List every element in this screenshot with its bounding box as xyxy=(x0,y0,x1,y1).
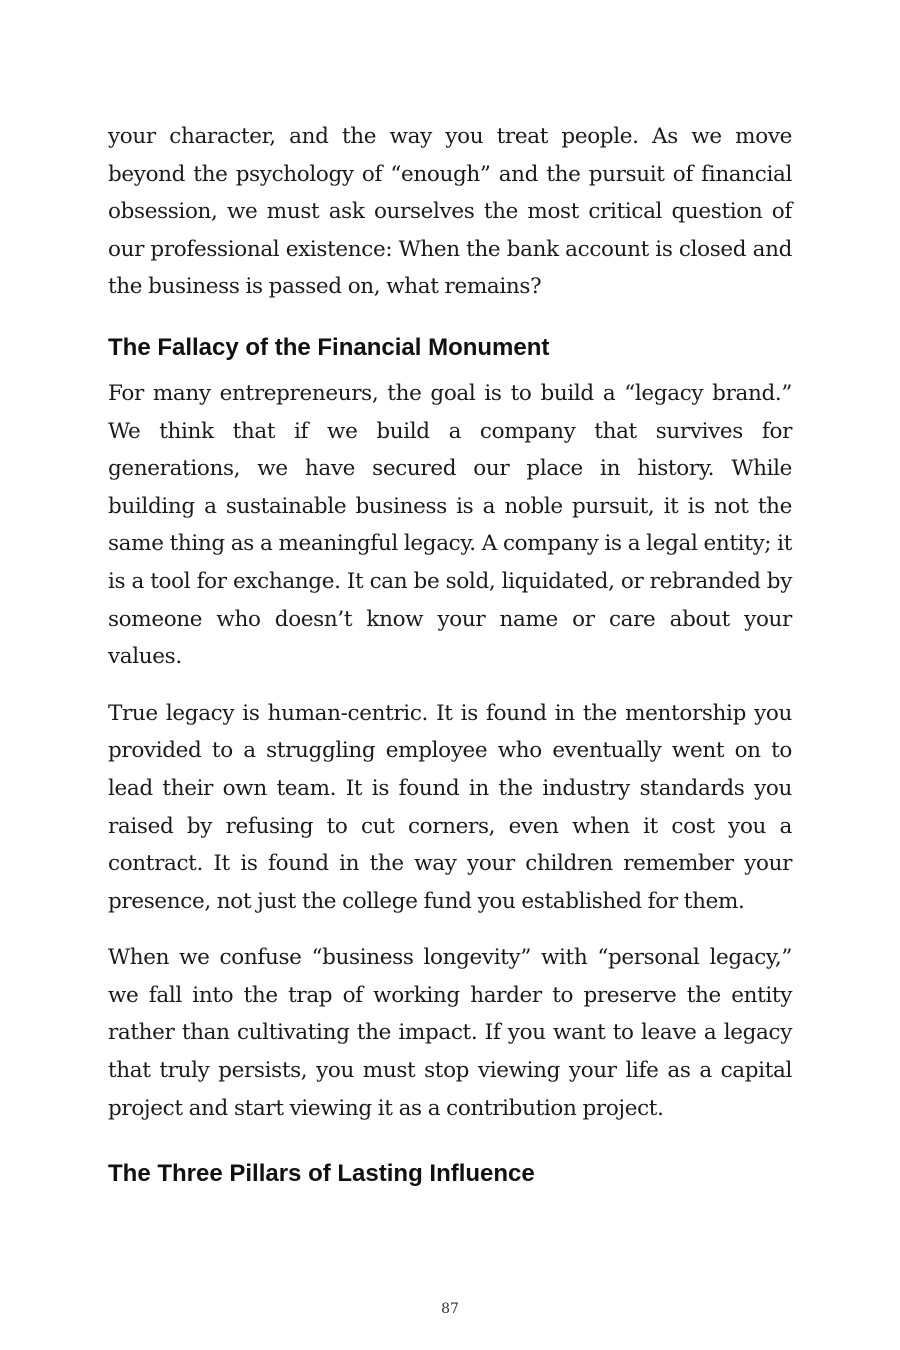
paragraph-business-longevity: When we confuse “business longevity” with “personal legacy,” we fall into the trap of working harder to preserve the entity rather than cultivating the impact. If you want to leave a legacy that truly persists, you must stop viewing your life as a capital project and start viewing it as a contribution project. xyxy=(108,945,792,1121)
section-heading-financial-monument: The Fallacy of the Financial Monument xyxy=(108,333,550,361)
paragraph-true-legacy: True legacy is human-centric. It is found in the mentorship you provided to a struggling employee who eventually went on to lead their own team. It is found in the industry standards you raised by refusing to cut corners, even when it cost you a contract. It is found in the way your children remember your presence, not just the college fund you established for them. xyxy=(108,700,792,914)
paragraph-legacy-brand: For many entrepreneurs, the goal is to build a “legacy brand.” We think that if we build a company that survives for generations, we have secured our place in history. While building a sustainable business is a noble pursuit, it is not the same thing as a meaningful legacy. A company is a legal entity; it is a tool for exchange. It can be sold, liquidated, or rebranded by someone who doesn’t know your name or care about your values. xyxy=(108,380,792,670)
page-content xyxy=(108,118,792,1189)
page-number: 87 xyxy=(441,1301,459,1317)
section-heading-three-pillars: The Three Pillars of Lasting Influence xyxy=(108,1160,535,1188)
intro-paragraph: your character, and the way you treat people. As we move beyond the psychology of “enough” and the pursuit of financial obsession, we must ask ourselves the most critical question of our professional existence: When the bank account is closed and the business is passed on, what remains? xyxy=(108,124,792,300)
